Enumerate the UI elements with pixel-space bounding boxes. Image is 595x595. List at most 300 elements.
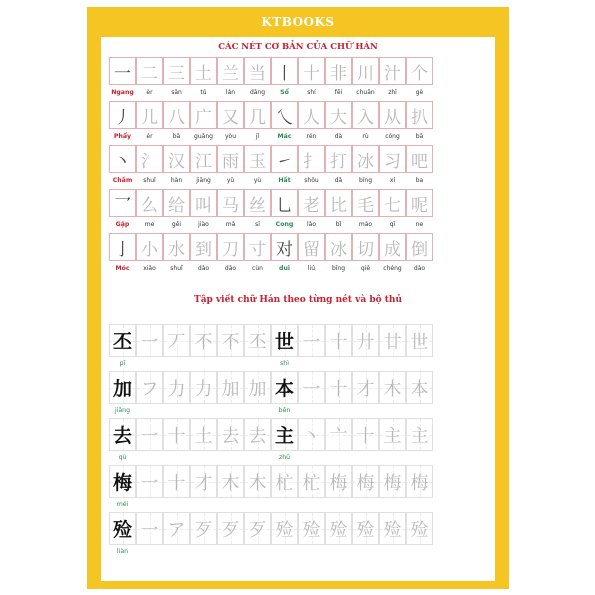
pinyin-label: qiē	[360, 265, 371, 272]
stroke-step-character: 去	[248, 425, 267, 447]
practice-pinyin-label	[244, 498, 271, 512]
practice-pinyin-label: liàn	[116, 548, 129, 555]
character-cell: 几	[244, 101, 271, 129]
stroke-step-cell	[379, 418, 406, 451]
practice-pinyin-label	[352, 451, 379, 465]
pinyin-label: xiǎo	[143, 265, 156, 272]
stroke-label-row	[109, 129, 487, 145]
stroke-step-character: 不	[221, 331, 240, 353]
practice-pinyin-label	[298, 357, 325, 371]
stroke-step-cell	[163, 512, 190, 545]
character-cell: 冰	[325, 233, 352, 261]
stroke-step-character: 不	[194, 331, 213, 353]
character-cell: 儿	[136, 101, 163, 129]
pinyin-label: shuǐ	[143, 177, 156, 184]
pinyin-label: tǔ	[200, 89, 207, 96]
character-cell: 老	[298, 189, 325, 217]
stroke-step-character: フ	[140, 378, 159, 400]
pinyin-label: jiào	[198, 221, 209, 228]
stroke-step-cell	[136, 418, 163, 451]
stroke-step-character: 殓	[275, 519, 294, 541]
stroke-char-row	[109, 145, 487, 173]
stroke-step-character: 梅	[410, 472, 429, 494]
character-cell: 非	[325, 57, 352, 85]
stroke-step-character: 力	[167, 378, 186, 400]
practice-pinyin-label	[217, 545, 244, 559]
practice-pinyin-label	[379, 545, 406, 559]
character-cell: 马	[217, 189, 244, 217]
stroke-step-character: 才	[356, 378, 375, 400]
stroke-step-cell	[325, 512, 352, 545]
pinyin-label: gè	[415, 89, 424, 96]
pinyin-label: ér	[146, 133, 153, 140]
pinyin-label: cóng	[385, 133, 400, 140]
stroke-step-cell	[298, 512, 325, 545]
practice-pinyin-label	[271, 545, 298, 559]
stroke-step-character: 殓	[410, 519, 429, 541]
practice-pinyin-row	[109, 451, 487, 465]
pinyin-label: sān	[171, 89, 182, 96]
stroke-step-character: 殓	[329, 519, 348, 541]
character-cell: 毛	[352, 189, 379, 217]
character-cell: 十	[298, 57, 325, 85]
stroke-example-cell: 亅	[109, 233, 136, 261]
practice-pinyin-row	[109, 545, 487, 559]
stroke-step-cell	[406, 418, 433, 451]
stroke-step-cell	[136, 465, 163, 498]
practice-pinyin-label	[325, 357, 352, 371]
stroke-step-cell	[163, 371, 190, 404]
stroke-step-cell	[352, 418, 379, 451]
stroke-step-cell	[217, 418, 244, 451]
stroke-example-cell: 乛	[109, 189, 136, 217]
stroke-step-cell	[406, 465, 433, 498]
practice-pinyin-label	[379, 498, 406, 512]
stroke-name-label: Móc	[115, 265, 130, 272]
practice-section-title: Tập viết chữ Hán theo từng nét và bộ thủ	[194, 295, 402, 305]
practice-pinyin-label: běn	[278, 407, 291, 414]
stroke-step-cell	[217, 324, 244, 357]
model-character-cell	[271, 371, 298, 404]
stroke-step-cell	[217, 512, 244, 545]
stroke-step-character: 梅	[356, 472, 375, 494]
stroke-step-character: 一	[140, 472, 159, 494]
pinyin-label: rù	[362, 133, 369, 140]
stroke-step-cell	[190, 371, 217, 404]
stroke-step-cell	[136, 371, 163, 404]
pinyin-label: shí	[307, 89, 316, 96]
stroke-step-cell	[244, 371, 271, 404]
pinyin-label: yòu	[224, 133, 237, 140]
character-cell: 大	[325, 101, 352, 129]
stroke-step-character: 殓	[356, 519, 375, 541]
character-cell: 汉	[163, 145, 190, 173]
practice-row	[109, 465, 487, 498]
character-cell: 丝	[244, 189, 271, 217]
stroke-step-character: 十	[329, 331, 348, 353]
practice-pinyin-label	[325, 545, 352, 559]
stroke-step-cell	[406, 371, 433, 404]
stroke-step-cell	[271, 512, 298, 545]
stroke-step-character: 十	[167, 472, 186, 494]
stroke-example-cell: 丿	[109, 101, 136, 129]
practice-pinyin-label	[406, 498, 433, 512]
stroke-step-cell	[325, 371, 352, 404]
pinyin-label: xí	[389, 177, 396, 184]
character-cell: 切	[352, 233, 379, 261]
stroke-label-row	[109, 261, 487, 277]
pinyin-label: èr	[146, 89, 153, 96]
character-cell: 川	[352, 57, 379, 85]
stroke-step-character: 一	[140, 331, 159, 353]
stroke-step-character: 丶	[302, 425, 321, 447]
stroke-step-cell	[379, 465, 406, 498]
practice-row	[109, 371, 487, 404]
character-cell: 叫	[190, 189, 217, 217]
character-cell: 从	[379, 101, 406, 129]
practice-pinyin-label	[190, 451, 217, 465]
pinyin-label: ba	[415, 177, 424, 184]
model-character: 加	[112, 378, 132, 400]
character-cell: 兰	[217, 57, 244, 85]
model-character-cell	[109, 512, 136, 545]
stroke-label-row	[109, 85, 487, 101]
model-character-cell	[109, 371, 136, 404]
practice-pinyin-label	[244, 451, 271, 465]
stroke-step-character: 才	[194, 472, 213, 494]
practice-pinyin-label	[163, 451, 190, 465]
stroke-step-cell	[217, 371, 244, 404]
stroke-example-cell: 丶	[109, 145, 136, 173]
stroke-step-character: 十	[329, 378, 348, 400]
character-cell: 扌	[298, 145, 325, 173]
pinyin-label: ne	[415, 221, 424, 228]
practice-pinyin-label: shì	[280, 360, 289, 367]
stroke-step-character: 土	[194, 425, 213, 447]
character-cell: 汁	[379, 57, 406, 85]
stroke-example-cell: 乚	[271, 189, 298, 217]
stroke-step-character: 歹	[194, 519, 213, 541]
practice-pinyin-label	[163, 545, 190, 559]
practice-pinyin-label	[163, 498, 190, 512]
stroke-step-character: 木	[221, 472, 240, 494]
stroke-step-cell	[406, 512, 433, 545]
character-cell: 寸	[244, 233, 271, 261]
model-character-cell	[109, 418, 136, 451]
stroke-name-label: Cong	[275, 221, 294, 228]
practice-pinyin-label	[325, 404, 352, 418]
pinyin-label: dào	[197, 265, 210, 272]
practice-pinyin-label	[298, 545, 325, 559]
pinyin-label: fēi	[334, 89, 343, 96]
character-cell: 三	[163, 57, 190, 85]
model-character-cell	[109, 465, 136, 498]
practice-row	[109, 512, 487, 545]
character-cell: 倒	[406, 233, 433, 261]
practice-row	[109, 418, 487, 451]
character-cell: 小	[136, 233, 163, 261]
stroke-step-cell	[163, 465, 190, 498]
stroke-step-cell	[136, 324, 163, 357]
pinyin-label: yǔ	[226, 177, 235, 184]
stroke-step-cell	[163, 324, 190, 357]
stroke-step-cell	[325, 465, 352, 498]
practice-pinyin-label: pī	[119, 360, 126, 367]
practice-pinyin-label	[379, 451, 406, 465]
model-character: 丕	[112, 331, 132, 353]
basic-strokes-table	[109, 57, 487, 279]
stroke-step-character: 力	[194, 378, 213, 400]
stroke-step-character: 廿	[383, 331, 402, 353]
character-cell: 人	[298, 101, 325, 129]
stroke-name-label: Mác	[277, 133, 292, 140]
practice-pinyin-label	[163, 357, 190, 371]
stroke-step-character: 本	[410, 378, 429, 400]
practice-pinyin-label	[217, 357, 244, 371]
stroke-step-cell	[163, 418, 190, 451]
stroke-step-character: 梅	[383, 472, 402, 494]
stroke-step-character: 主	[383, 425, 402, 447]
pinyin-label: shuǐ	[170, 265, 183, 272]
stroke-char-row	[109, 233, 487, 261]
practice-pinyin-label	[406, 451, 433, 465]
practice-pinyin-label	[244, 357, 271, 371]
stroke-step-cell	[298, 324, 325, 357]
stroke-step-character: 歹	[221, 519, 240, 541]
stroke-example-cell: 对	[271, 233, 298, 261]
pinyin-label: bā	[172, 133, 181, 140]
pinyin-label: mǎ	[225, 221, 236, 228]
practice-pinyin-label	[163, 404, 190, 418]
practice-table	[109, 324, 487, 559]
character-cell: 广	[190, 101, 217, 129]
pinyin-label: yù	[253, 177, 262, 184]
stroke-step-cell	[244, 324, 271, 357]
stroke-step-character: 世	[410, 331, 429, 353]
character-cell: 玉	[244, 145, 271, 173]
pinyin-label: dāo	[224, 265, 237, 272]
stroke-step-cell	[379, 371, 406, 404]
practice-pinyin-label	[190, 545, 217, 559]
character-cell: 当	[244, 57, 271, 85]
character-cell: 习	[379, 145, 406, 173]
practice-pinyin-label	[298, 404, 325, 418]
practice-pinyin-label	[190, 404, 217, 418]
practice-pinyin-label: qù	[118, 454, 127, 461]
stroke-example-cell: ㇀	[271, 145, 298, 173]
model-character: 梅	[112, 472, 132, 494]
practice-pinyin-label	[298, 498, 325, 512]
stroke-step-cell	[352, 324, 379, 357]
practice-pinyin-label	[136, 451, 163, 465]
model-character: 世	[274, 331, 294, 353]
character-cell: 呢	[406, 189, 433, 217]
character-cell: 又	[217, 101, 244, 129]
character-cell: 冰	[352, 145, 379, 173]
model-character: 本	[274, 378, 294, 400]
pinyin-label: lán	[225, 89, 236, 96]
character-cell: 成	[379, 233, 406, 261]
pinyin-label: liú	[307, 265, 316, 272]
stroke-step-cell	[136, 512, 163, 545]
stroke-step-character: 加	[221, 378, 240, 400]
pinyin-label: cùn	[252, 265, 263, 272]
pinyin-label: guǎng	[194, 133, 213, 140]
model-character-cell	[271, 418, 298, 451]
stroke-name-label: Phẩy	[113, 133, 132, 140]
practice-pinyin-label	[406, 404, 433, 418]
character-cell: 么	[136, 189, 163, 217]
practice-pinyin-label	[217, 404, 244, 418]
pinyin-label: bā	[415, 133, 424, 140]
practice-pinyin-label	[217, 498, 244, 512]
stroke-step-character: 梅	[329, 472, 348, 494]
character-cell: 吧	[406, 145, 433, 173]
practice-pinyin-label	[136, 498, 163, 512]
character-cell: 打	[325, 145, 352, 173]
pinyin-label: hàn	[170, 177, 183, 184]
stroke-step-cell	[298, 418, 325, 451]
stroke-name-label: Hất	[278, 177, 291, 184]
model-character-cell	[271, 324, 298, 357]
pinyin-label: chéng	[383, 265, 402, 272]
pinyin-label: jǐ	[255, 133, 260, 140]
stroke-step-character: 木	[383, 378, 402, 400]
stroke-step-cell	[190, 465, 217, 498]
stroke-step-character: 主	[410, 425, 429, 447]
practice-pinyin-label	[190, 498, 217, 512]
practice-pinyin-label	[379, 357, 406, 371]
practice-pinyin-label: jiāng	[114, 407, 131, 414]
stroke-step-cell	[190, 324, 217, 357]
character-cell: 刀	[217, 233, 244, 261]
model-character: 主	[274, 425, 294, 447]
practice-pinyin-label	[298, 451, 325, 465]
stroke-step-cell	[325, 324, 352, 357]
practice-pinyin-label	[406, 545, 433, 559]
pinyin-label: jiāng	[196, 177, 211, 184]
stroke-step-cell	[379, 324, 406, 357]
pinyin-label: sī	[255, 221, 260, 228]
stroke-name-label: Chấm	[112, 177, 133, 184]
stroke-example-cell: 丨	[271, 57, 298, 85]
practice-pinyin-label	[217, 451, 244, 465]
stroke-step-character: 殓	[302, 519, 321, 541]
character-cell: 氵	[136, 145, 163, 173]
stroke-step-character: 丆	[167, 331, 186, 353]
model-character-cell	[109, 324, 136, 357]
practice-pinyin-label	[271, 498, 298, 512]
character-cell: 七	[379, 189, 406, 217]
stroke-step-cell	[190, 512, 217, 545]
practice-pinyin-label	[136, 357, 163, 371]
stroke-step-cell	[352, 371, 379, 404]
stroke-step-cell	[271, 465, 298, 498]
stroke-step-cell	[190, 418, 217, 451]
practice-pinyin-label	[244, 545, 271, 559]
practice-pinyin-label	[136, 545, 163, 559]
practice-pinyin-label	[352, 357, 379, 371]
stroke-step-character: 加	[248, 378, 267, 400]
pinyin-label: lǎo	[306, 221, 316, 228]
stroke-step-character: 一	[140, 519, 159, 541]
stroke-step-cell	[244, 512, 271, 545]
character-cell: 雨	[217, 145, 244, 173]
character-cell: 比	[325, 189, 352, 217]
stroke-step-character: 十	[356, 425, 375, 447]
practice-pinyin-label	[352, 545, 379, 559]
character-cell: 土	[190, 57, 217, 85]
practice-pinyin-label	[136, 404, 163, 418]
pinyin-label: dà	[334, 133, 343, 140]
character-cell: 江	[190, 145, 217, 173]
pinyin-label: bīng	[331, 265, 346, 272]
stroke-step-character: 杧	[302, 472, 321, 494]
stroke-char-row	[109, 189, 487, 217]
pinyin-label: zhī	[388, 89, 397, 96]
pinyin-label: máo	[358, 221, 373, 228]
stroke-step-character: 一	[302, 378, 321, 400]
stroke-step-character: 十	[167, 425, 186, 447]
poster-frame	[87, 7, 509, 589]
character-cell: 入	[352, 101, 379, 129]
practice-pinyin-label	[244, 404, 271, 418]
worksheet	[101, 37, 495, 581]
stroke-name-label: Sổ	[280, 89, 289, 96]
pinyin-label: bǐ	[335, 221, 342, 228]
stroke-label-row	[109, 173, 487, 189]
character-cell: 八	[163, 101, 190, 129]
stroke-step-cell	[244, 465, 271, 498]
practice-pinyin-label: zhǔ	[278, 454, 291, 461]
practice-pinyin-label	[406, 357, 433, 371]
character-cell: 个	[406, 57, 433, 85]
stroke-name-label: Ngang	[111, 89, 134, 96]
character-cell: 扒	[406, 101, 433, 129]
practice-pinyin-label	[325, 498, 352, 512]
stroke-step-cell	[325, 418, 352, 451]
stroke-step-character: 廾	[356, 331, 375, 353]
character-cell: 留	[298, 233, 325, 261]
stroke-example-cell: 一	[109, 57, 136, 85]
stroke-step-cell	[298, 465, 325, 498]
stroke-step-cell	[352, 465, 379, 498]
stroke-step-cell	[244, 418, 271, 451]
character-cell: 到	[190, 233, 217, 261]
practice-pinyin-row	[109, 498, 487, 512]
sheet-title: CÁC NÉT CƠ BẢN CỦA CHỮ HÁN	[218, 42, 378, 52]
stroke-step-character: 去	[221, 425, 240, 447]
stroke-step-character: 杧	[275, 472, 294, 494]
pinyin-label: bīng	[358, 177, 373, 184]
practice-pinyin-label	[379, 404, 406, 418]
stroke-char-row	[109, 101, 487, 129]
stroke-step-cell	[217, 465, 244, 498]
pinyin-label: dǎ	[334, 177, 343, 184]
stroke-label-row	[109, 217, 487, 233]
stroke-name-label: Gập	[115, 221, 130, 228]
stroke-step-character: 木	[248, 472, 267, 494]
stroke-step-character: 殓	[383, 519, 402, 541]
practice-pinyin-row	[109, 357, 487, 371]
model-character: 殓	[112, 519, 132, 541]
stroke-step-character: 一	[302, 331, 321, 353]
practice-row	[109, 324, 487, 357]
pinyin-label: qī	[389, 221, 396, 228]
pinyin-label: shǒu	[304, 177, 319, 184]
stroke-step-cell	[406, 324, 433, 357]
character-cell: 二	[136, 57, 163, 85]
